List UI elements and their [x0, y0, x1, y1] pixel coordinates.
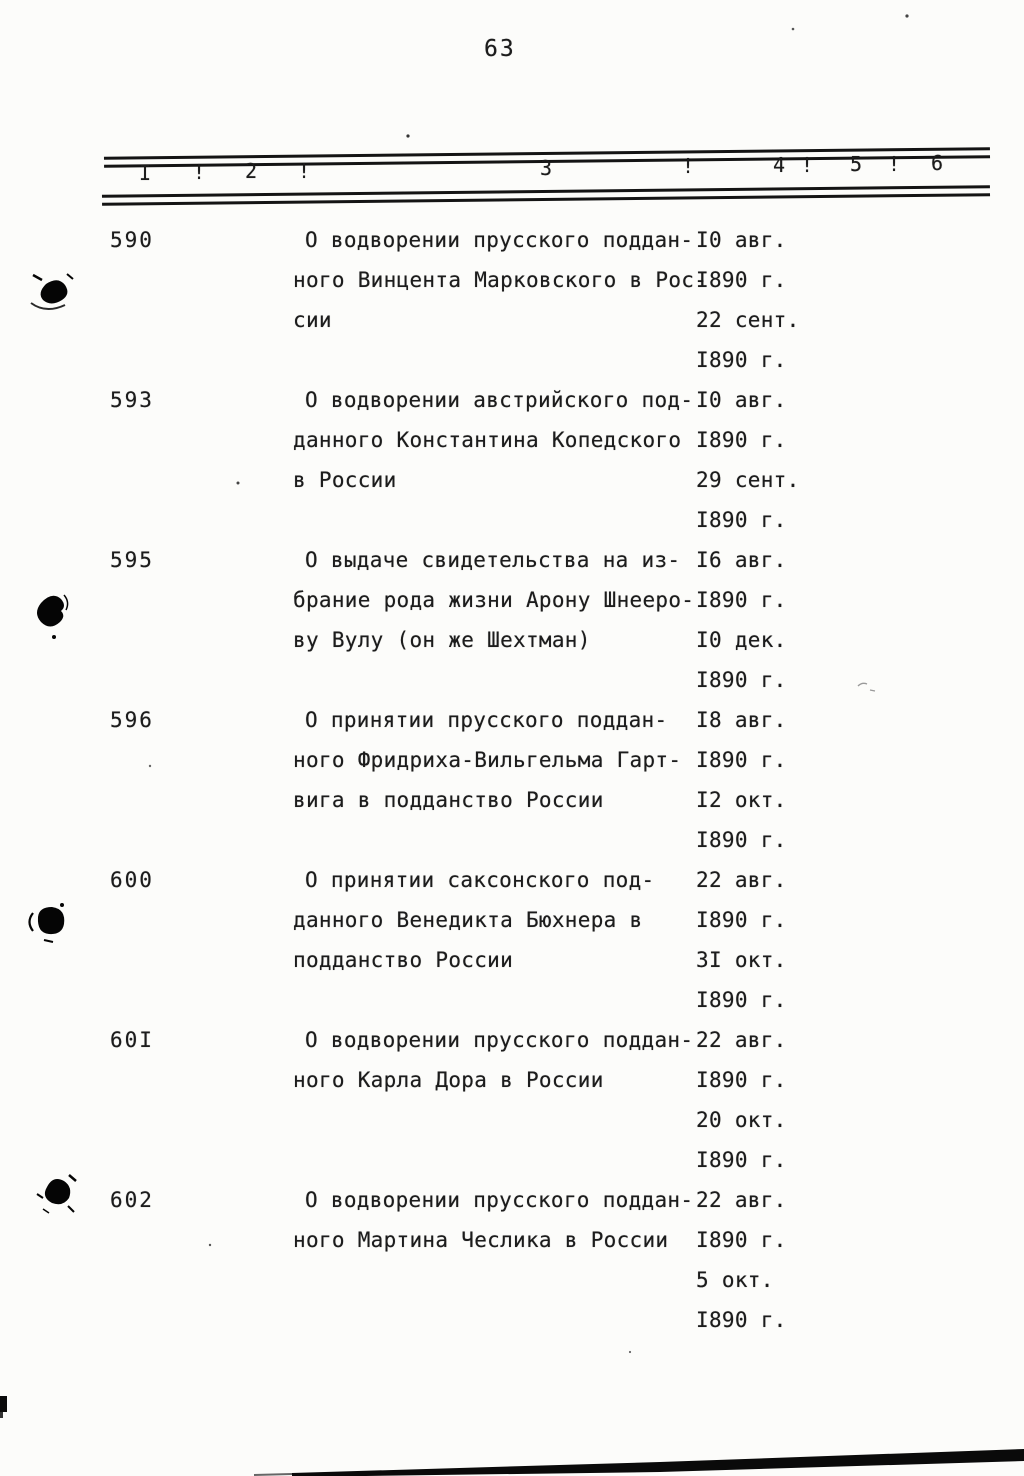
entry-dates [696, 220, 846, 380]
date-line: I0 дек. [696, 628, 787, 652]
date-line: I890 г. [696, 508, 787, 532]
entry-description [293, 700, 697, 820]
header-rule-bottom [102, 185, 990, 206]
date-line: I2 окт. [696, 788, 787, 812]
description-line: брание рода жизни Арону Шнееро- [293, 588, 695, 612]
entry-description [293, 540, 697, 660]
description-line: О выдаче свидетельства на из- [305, 548, 681, 572]
date-line: I890 г. [696, 748, 787, 772]
entry-dates [696, 540, 846, 700]
date-line: 22 авг. [696, 1188, 787, 1212]
date-line: 20 окт. [696, 1108, 787, 1132]
date-line: I890 г. [696, 988, 787, 1012]
table-row [0, 1020, 1024, 1180]
entry-description [293, 860, 697, 980]
date-line: 22 авг. [696, 868, 787, 892]
date-line: 22 авг. [696, 1028, 787, 1052]
description-line: О водворении австрийского под- [305, 388, 694, 412]
date-line: I890 г. [696, 348, 787, 372]
date-line: I890 г. [696, 828, 787, 852]
description-line: ву Вулу (он же Шехтман) [293, 628, 591, 652]
date-line: I0 авг. [696, 388, 787, 412]
ink-blot [24, 586, 80, 646]
date-line: 22 сент. [696, 308, 800, 332]
column-header-5: 5 [849, 152, 863, 177]
table-row [0, 860, 1024, 1020]
description-line: в России [293, 468, 397, 492]
description-line: ного Фридриха-Вильгельма Гарт- [293, 748, 682, 772]
column-header-2: 2 [244, 159, 258, 184]
entry-number: 590 [110, 228, 154, 252]
date-line: I890 г. [696, 428, 787, 452]
entry-number: 600 [110, 868, 154, 892]
description-line: данного Венедикта Бюхнера в [293, 908, 643, 932]
description-line: вига в подданство России [293, 788, 604, 812]
ink-blot [20, 270, 84, 326]
description-line: ного Карла Дора в России [293, 1068, 604, 1092]
column-header-3: 3 [539, 155, 553, 180]
description-line: ного Мартина Чеслика в России [293, 1228, 669, 1252]
scan-edge-left-mark [0, 1396, 7, 1412]
column-header-6: 6 [930, 151, 944, 176]
date-line: 5 окт. [696, 1268, 774, 1292]
entry-dates [696, 1020, 846, 1180]
entry-number: 602 [110, 1188, 154, 1212]
entry-number: 595 [110, 548, 154, 572]
table-row [0, 700, 1024, 860]
entry-description [293, 1020, 697, 1100]
date-line: I890 г. [696, 588, 787, 612]
date-line: I890 г. [696, 1308, 787, 1332]
column-separator: ! [192, 159, 206, 184]
date-line: 3I окт. [696, 948, 787, 972]
ink-blot [18, 898, 82, 954]
entry-dates [696, 380, 846, 540]
description-line: данного Константина Копедского [293, 428, 682, 452]
table-row [0, 1180, 1024, 1340]
date-line: 29 сент. [696, 468, 800, 492]
table-row [0, 220, 1024, 380]
description-line: О водворении прусского поддан- [305, 1188, 694, 1212]
description-line: О принятии саксонского под- [305, 868, 655, 892]
entries-list [0, 220, 1024, 1340]
column-separator: ! [297, 158, 311, 183]
entry-number: 60I [110, 1028, 154, 1052]
column-separator: ! [681, 154, 695, 179]
entry-number: 593 [110, 388, 154, 412]
description-line: сии [293, 308, 332, 332]
description-line: подданство России [293, 948, 514, 972]
scan-edge-bottom-bar [292, 1449, 1024, 1476]
entry-description [293, 220, 708, 340]
date-line: I8 авг. [696, 708, 787, 732]
column-separator: ! [800, 152, 814, 177]
entry-dates [696, 1180, 846, 1340]
date-line: I6 авг. [696, 548, 787, 572]
ink-blot [26, 1166, 86, 1226]
entry-description [293, 380, 697, 500]
date-line: I890 г. [696, 908, 787, 932]
date-line: I890 г. [696, 268, 787, 292]
entry-description [293, 1180, 697, 1260]
column-header-I: I [138, 160, 152, 185]
column-header-4: 4 [772, 153, 786, 178]
entry-dates [696, 700, 846, 860]
date-line: I890 г. [696, 1228, 787, 1252]
date-line: I890 г. [696, 1148, 787, 1172]
entry-number: 596 [110, 708, 154, 732]
entry-dates [696, 860, 846, 1020]
page-number: 63 [484, 36, 516, 62]
description-line: О водворении прусского поддан- [305, 228, 694, 252]
date-line: I890 г. [696, 1068, 787, 1092]
date-line: I0 авг. [696, 228, 787, 252]
table-row [0, 380, 1024, 540]
description-line: ного Винцента Марковского в Рос- [293, 268, 708, 292]
table-row [0, 540, 1024, 700]
date-line: I890 г. [696, 668, 787, 692]
description-line: О водворении прусского поддан- [305, 1028, 694, 1052]
description-line: О принятии прусского поддан- [305, 708, 668, 732]
column-separator: ! [887, 151, 901, 176]
